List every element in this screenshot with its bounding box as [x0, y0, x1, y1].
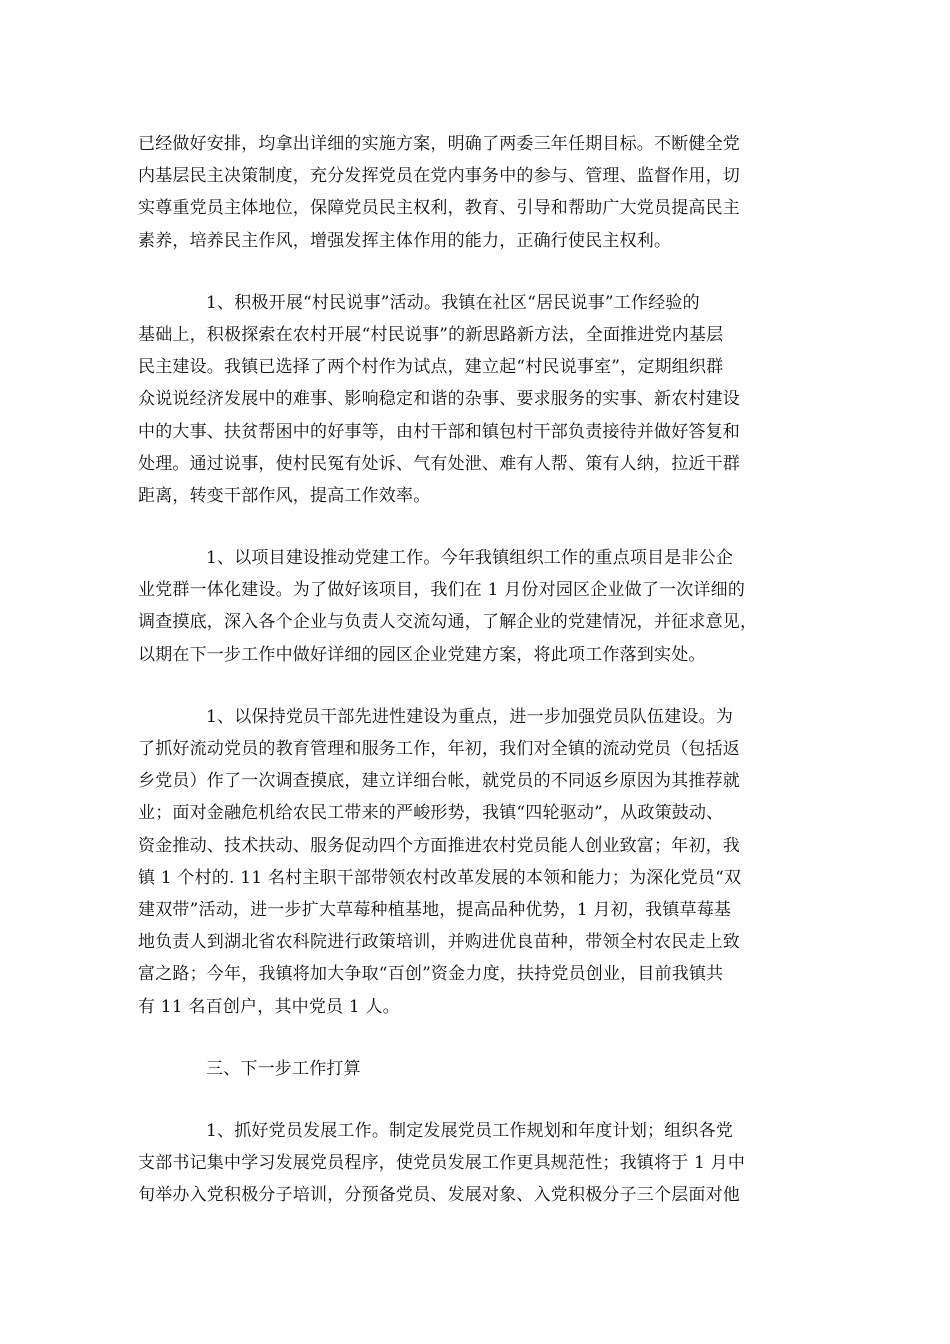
text-line: 了抓好流动党员的教育管理和服务工作，年初，我们对全镇的流动党员（包括返 [138, 739, 740, 759]
text-line: 资金推动、技术扶动、服务促动四个方面推进农村党员能人创业致富；年初，我 [138, 835, 740, 856]
paragraph-democracy [138, 128, 818, 257]
text-line: 以期在下一步工作中做好详细的园区企业党建方案，将此项工作落到实处。 [138, 644, 706, 665]
paragraph-member-development [138, 1115, 818, 1212]
section-heading: 三、下一步工作打算 [206, 1058, 361, 1079]
text-line: 已经做好安排，均拿出详细的实施方案，明确了两委三年任期目标。不断健全党 [138, 134, 740, 154]
text-line: 旬举办入党积极分子培训，分预备党员、发展对象、入党积极分子三个层面对他 [138, 1185, 740, 1206]
text-line: 众说说经济发展中的难事、影响稳定和谐的杂事、要求服务的实事、新农村建设 [138, 389, 740, 410]
text-line: 镇 1 个村的. 11 名村主职干部带领农村改革发展的本领和能力；为深化党员“双 [138, 867, 742, 888]
text-line: 实尊重党员主体地位，保障党员民主权利，教育、引导和帮助广大党员提高民主 [138, 198, 740, 219]
paragraph-villager-talks [138, 287, 818, 512]
text-line: 地负责人到湖北省农科院进行政策培训，并购进优良苗种，带领全村农民走上致 [138, 932, 740, 953]
text-line: 距离，转变干部作风，提高工作效率。 [138, 485, 431, 506]
section-heading-next-steps [138, 1053, 818, 1085]
text-line: 基础上，积极探索在农村开展“村民说事”的新思路新方法，全面推进党内基层 [138, 324, 724, 345]
text-line: 民主建设。我镇已选择了两个村作为试点，建立起“村民说事室”，定期组织群 [138, 357, 724, 378]
text-line: 建双带”活动，进一步扩大草莓种植基地，提高品种优势，1 月初，我镇草莓基 [138, 899, 732, 920]
text-line: 有 11 名百创户，其中党员 1 人。 [138, 996, 400, 1017]
text-line: 内基层民主决策制度，充分发挥党员在党内事务中的参与、管理、监督作用，切 [138, 166, 740, 187]
document-body [138, 128, 818, 1241]
text-line: 业党群一体化建设。为了做好该项目，我们在 1 月份对园区企业做了一次详细的 [138, 580, 746, 601]
text-line: 调查摸底，深入各个企业与负责人交流勾通，了解企业的党建情况，并征求意见， [138, 612, 758, 633]
text-line: 支部书记集中学习发展党员程序，使党员发展工作更具规范性；我镇将于 1 月中 [138, 1153, 746, 1174]
text-line: 1、积极开展“村民说事”活动。我镇在社区“居民说事”工作经验的 [206, 292, 700, 313]
text-line: 1、抓好党员发展工作。制定发展党员工作规划和年度计划；组织各党 [206, 1120, 734, 1141]
paragraph-party-member-team [138, 701, 818, 1023]
text-line: 乡党员）作了一次调查摸底，建立详细台帐，就党员的不同返乡原因为其推荐就 [138, 771, 740, 792]
text-line: 处理。通过说事，使村民冤有处诉、气有处泄、难有人帮、策有人纳，拉近干群 [138, 453, 740, 474]
paragraph-project-building [138, 542, 818, 671]
text-line: 富之路；今年，我镇将加大争取“百创”资金力度，扶持党员创业，目前我镇共 [138, 964, 724, 985]
text-line: 1、以保持党员干部先进性建设为重点，进一步加强党员队伍建设。为 [206, 706, 734, 727]
text-line: 素养，培养民主作风，增强发挥主体作用的能力，正确行使民主权利。 [138, 230, 672, 251]
text-line: 中的大事、扶贫帮困中的好事等，由村干部和镇包村干部负责接待并做好答复和 [138, 421, 740, 442]
text-line: 业；面对金融危机给农民工带来的严峻形势，我镇“四轮驱动”，从政策鼓动、 [138, 803, 724, 824]
text-line: 1、以项目建设推动党建工作。今年我镇组织工作的重点项目是非公企 [206, 548, 734, 569]
